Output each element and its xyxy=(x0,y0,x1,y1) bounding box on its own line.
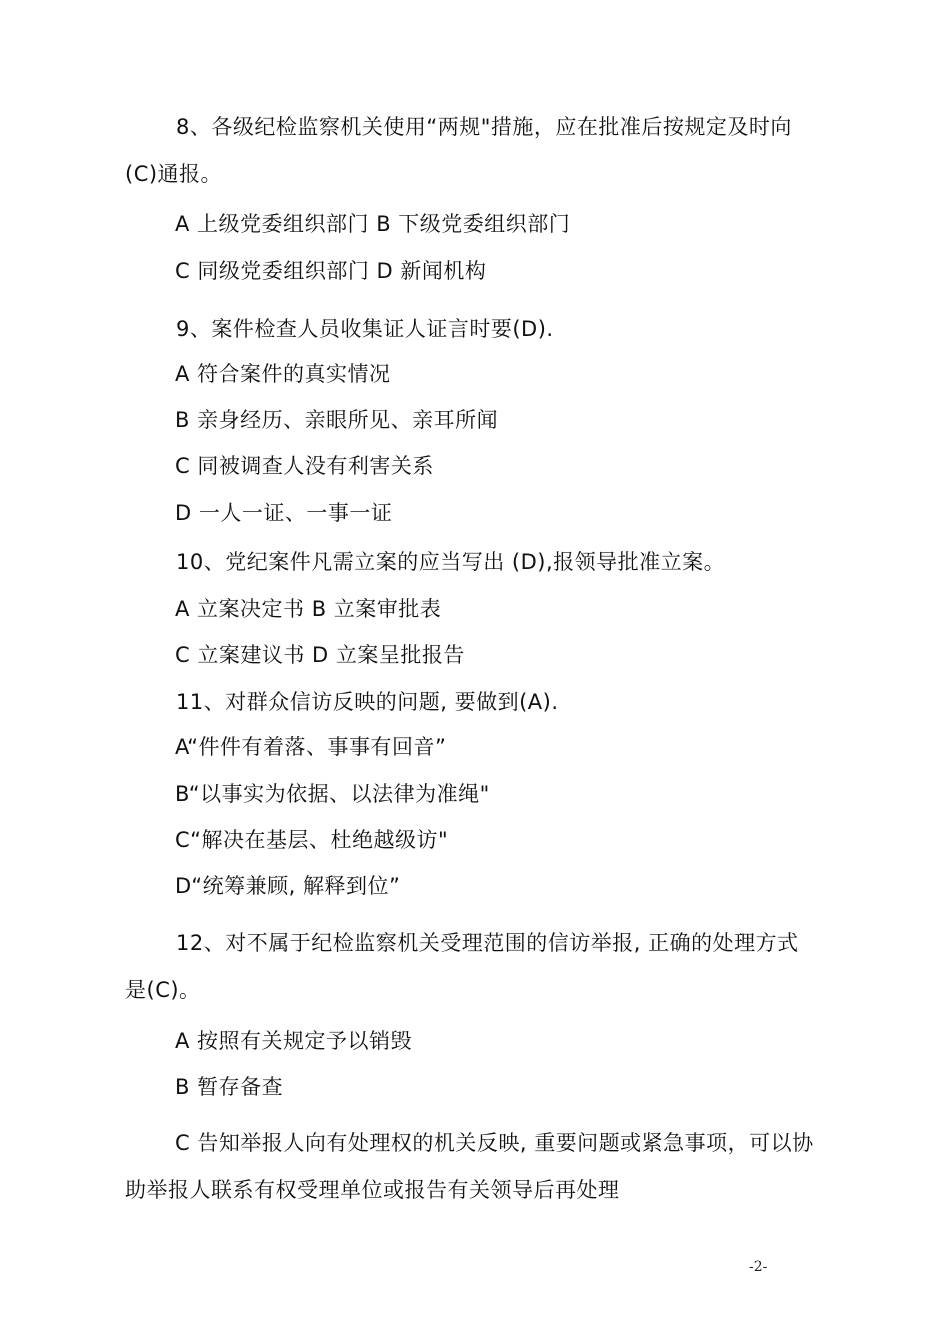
question-12-option-b: B 暂存备查 xyxy=(175,1075,284,1099)
question-12-option-c-line-2: 助举报人联系有权受理单位或报告有关领导后再处理 xyxy=(125,1178,620,1202)
question-9-option-b: B 亲身经历、亲眼所见、亲耳所闻 xyxy=(175,408,499,432)
question-9-option-a: A 符合案件的真实情况 xyxy=(175,362,391,386)
question-11-option-a: A“件件有着落、事事有回音” xyxy=(175,735,447,759)
question-10-line-1: 10、党纪案件凡需立案的应当写出 (D),报领导批准立案。 xyxy=(176,550,726,574)
question-8-line-2: (C)通报。 xyxy=(125,162,223,186)
question-12-option-c-line-1: C 告知举报人向有处理权的机关反映, 重要问题或紧急事项，可以协 xyxy=(175,1131,814,1155)
page-number: -2- xyxy=(749,1259,768,1275)
question-11-option-b: B“以事实为依据、以法律为准绳" xyxy=(175,782,490,806)
question-11-option-c: C“解决在基层、杜绝越级访" xyxy=(175,828,449,852)
question-12-line-1: 12、对不属于纪检监察机关受理范围的信访举报, 正确的处理方式 xyxy=(176,931,799,955)
question-12-line-2: 是(C)。 xyxy=(125,978,201,1002)
question-8-option-ab: A 上级党委组织部门 B 下级党委组织部门 xyxy=(175,212,571,236)
question-10-option-ab: A 立案决定书 B 立案审批表 xyxy=(175,597,442,621)
question-9-option-d: D 一人一证、一事一证 xyxy=(175,501,393,525)
question-8-option-cd: C 同级党委组织部门 D 新闻机构 xyxy=(175,259,487,283)
question-9-option-c: C 同被调查人没有利害关系 xyxy=(175,454,434,478)
question-12-option-a: A 按照有关规定予以销毁 xyxy=(175,1029,413,1053)
question-9-line-1: 9、案件检查人员收集证人证言时要(D). xyxy=(176,317,554,341)
question-8-line-1: 8、各级纪检监察机关使用“两规"措施，应在批准后按规定及时向 xyxy=(176,115,792,139)
question-10-option-cd: C 立案建议书 D 立案呈批报告 xyxy=(175,643,465,667)
question-11-option-d: D“统筹兼顾, 解释到位” xyxy=(175,874,401,898)
question-11-line-1: 11、对群众信访反映的问题, 要做到(A). xyxy=(176,690,559,714)
